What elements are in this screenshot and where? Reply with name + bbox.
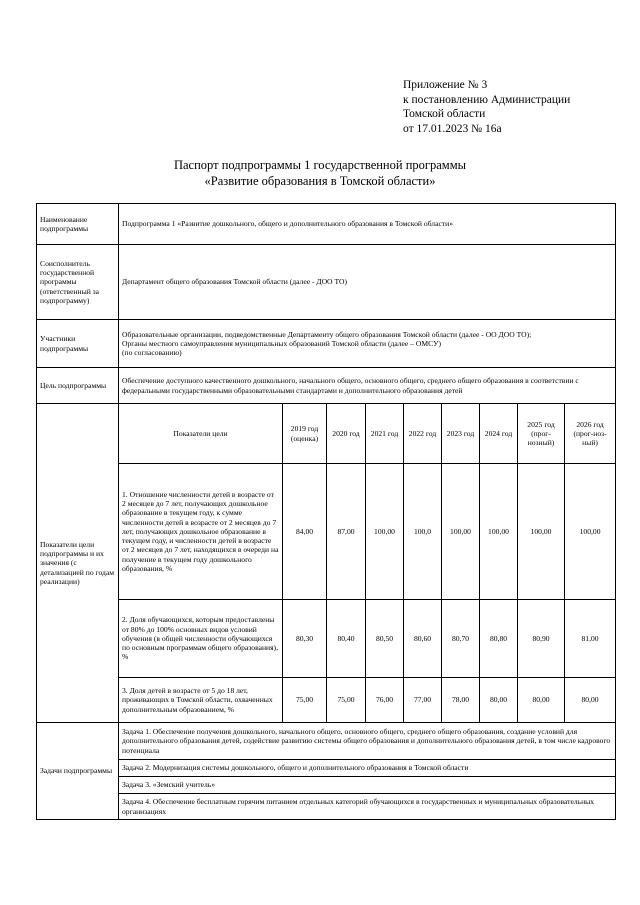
indicator-value: 80,80 bbox=[480, 600, 518, 678]
indicator-value: 87,00 bbox=[327, 464, 366, 600]
indicator-value: 80,40 bbox=[327, 600, 366, 678]
task-row bbox=[37, 760, 616, 777]
row-goal-label: Цель подпрограммы bbox=[37, 368, 119, 404]
indicator-value: 75,00 bbox=[327, 678, 366, 723]
row-name-label: Наименование подпрограммы bbox=[37, 204, 119, 245]
indicator-value: 80,00 bbox=[518, 678, 565, 723]
indicator-name: 1. Отношение численности детей в возрасте от 2 месяцев до 7 лет, получающих дошкольное образование в текущем году, к сумме численности детей в возрасте от 2 месяцев до 7 лет, получающих дошкольное образование в текущем году, и численности детей в возрасте от 2 месяцев до 7 лет, находящихся в очереди на получение в текущем году дошкольного образования, % bbox=[119, 464, 283, 600]
task-item: Задача 1. Обеспечение получения дошкольного, начального общего, основного общего, среднего общего образования, создание условий для дополнительного образования детей, содействие развитию системы общего образования и дополнительного образования детей, в том числе кадрового потенциала bbox=[119, 723, 616, 760]
indicator-row bbox=[37, 678, 616, 723]
row-coexecutor-label: Соисполнитель государственной программы (ответственный за подпрограмму) bbox=[37, 245, 119, 320]
indicator-value: 80,70 bbox=[442, 600, 480, 678]
row-goal bbox=[37, 368, 616, 404]
passport-table bbox=[36, 203, 616, 820]
indicator-value: 80,30 bbox=[283, 600, 327, 678]
appendix-region: Томской области bbox=[403, 108, 486, 120]
appendix-number: Приложение № 3 bbox=[403, 79, 488, 91]
appendix-date: от 17.01.2023 № 16а bbox=[403, 122, 502, 135]
participants-line-2: Органы местного самоуправления муниципальных образований Томской области (далее – ОМСУ) bbox=[122, 338, 442, 348]
task-item: Задача 4. Обеспечение бесплатным горячим питанием отдельных категорий обучающихся в государственных и муниципальных образовательных организациях bbox=[119, 794, 616, 820]
indicator-value: 100,00 bbox=[480, 464, 518, 600]
row-name-value: Подпрограмма 1 «Развитие дошкольного, общего и дополнительного образования в Томской области» bbox=[119, 204, 616, 245]
indicator-value: 80,50 bbox=[366, 600, 404, 678]
year-header-2022: 2022 год bbox=[404, 404, 442, 464]
task-item: Задача 3. «Земский учитель» bbox=[119, 777, 616, 794]
indicator-row bbox=[37, 600, 616, 678]
year-header-2023: 2023 год bbox=[442, 404, 480, 464]
indicator-value: 100,00 bbox=[442, 464, 480, 600]
indicator-value: 80,00 bbox=[565, 678, 616, 723]
year-header-2021: 2021 год bbox=[366, 404, 404, 464]
document-title bbox=[0, 158, 640, 189]
task-item: Задача 2. Модернизация системы дошкольного, общего и дополнительного образования в Томской области bbox=[119, 760, 616, 777]
indicator-value: 76,00 bbox=[366, 678, 404, 723]
row-goal-value: Обеспечение доступного качественного дошкольного, начального общего, основного общего, среднего общего образования в соответствии с федеральными государственными образовательными стандартами и дополнительного образования детей bbox=[119, 368, 616, 404]
indicators-header-name: Показатели цели bbox=[119, 404, 283, 464]
task-row bbox=[37, 777, 616, 794]
indicator-value: 80,00 bbox=[480, 678, 518, 723]
indicator-value: 100,00 bbox=[366, 464, 404, 600]
indicator-row bbox=[37, 464, 616, 600]
row-participants-value bbox=[119, 320, 616, 368]
tasks-label: Задачи подпрограммы bbox=[37, 723, 119, 820]
indicator-name: 2. Доля обучающихся, которым предоставлены от 80% до 100% основных видов условий обучения (в общей численности обучающихся по основным программам общего образования), % bbox=[119, 600, 283, 678]
task-row bbox=[37, 723, 616, 760]
appendix-resolution-ref: к постановлению Администрации bbox=[403, 93, 571, 106]
title-line-2: «Развитие образования в Томской области» bbox=[204, 173, 436, 188]
year-header-2019: 2019 год (оценка) bbox=[283, 404, 327, 464]
row-name bbox=[37, 204, 616, 245]
indicator-value: 100,00 bbox=[565, 464, 616, 600]
row-participants bbox=[37, 320, 616, 368]
indicator-value: 84,00 bbox=[283, 464, 327, 600]
indicator-value: 100,0 bbox=[404, 464, 442, 600]
task-row bbox=[37, 794, 616, 820]
year-header-2024: 2024 год bbox=[480, 404, 518, 464]
year-header-2025: 2025 год (прог-нозный) bbox=[518, 404, 565, 464]
appendix-header bbox=[403, 78, 633, 136]
row-participants-label: Участники подпрограммы bbox=[37, 320, 119, 368]
indicator-value: 75,00 bbox=[283, 678, 327, 723]
indicators-label: Показатели цели подпрограммы и их значения (с детализацией по годам реализации) bbox=[37, 404, 119, 723]
indicator-value: 80,90 bbox=[518, 600, 565, 678]
year-header-2020: 2020 год bbox=[327, 404, 366, 464]
participants-line-1: Образовательные организации, подведомственные Департаменту общего образования Томской области (далее - ОО ДОО ТО); bbox=[122, 329, 532, 339]
indicator-value: 80,60 bbox=[404, 600, 442, 678]
indicator-value: 77,00 bbox=[404, 678, 442, 723]
row-coexecutor bbox=[37, 245, 616, 320]
indicators-header-row bbox=[37, 404, 616, 464]
indicator-value: 100,00 bbox=[518, 464, 565, 600]
title-line-1: Паспорт подпрограммы 1 государственной программы bbox=[173, 158, 467, 172]
indicator-value: 78,00 bbox=[442, 678, 480, 723]
indicator-name: 3. Доля детей в возрасте от 5 до 18 лет, проживающих в Томской области, охваченных дополнительным образованием, % bbox=[119, 678, 283, 723]
year-header-2026: 2026 год (прог-ноз-ный) bbox=[565, 404, 616, 464]
indicator-value: 81,00 bbox=[565, 600, 616, 678]
row-coexecutor-value: Департамент общего образования Томской области (далее - ДОО ТО) bbox=[119, 245, 616, 320]
participants-line-3: (по согласованию) bbox=[122, 348, 182, 358]
